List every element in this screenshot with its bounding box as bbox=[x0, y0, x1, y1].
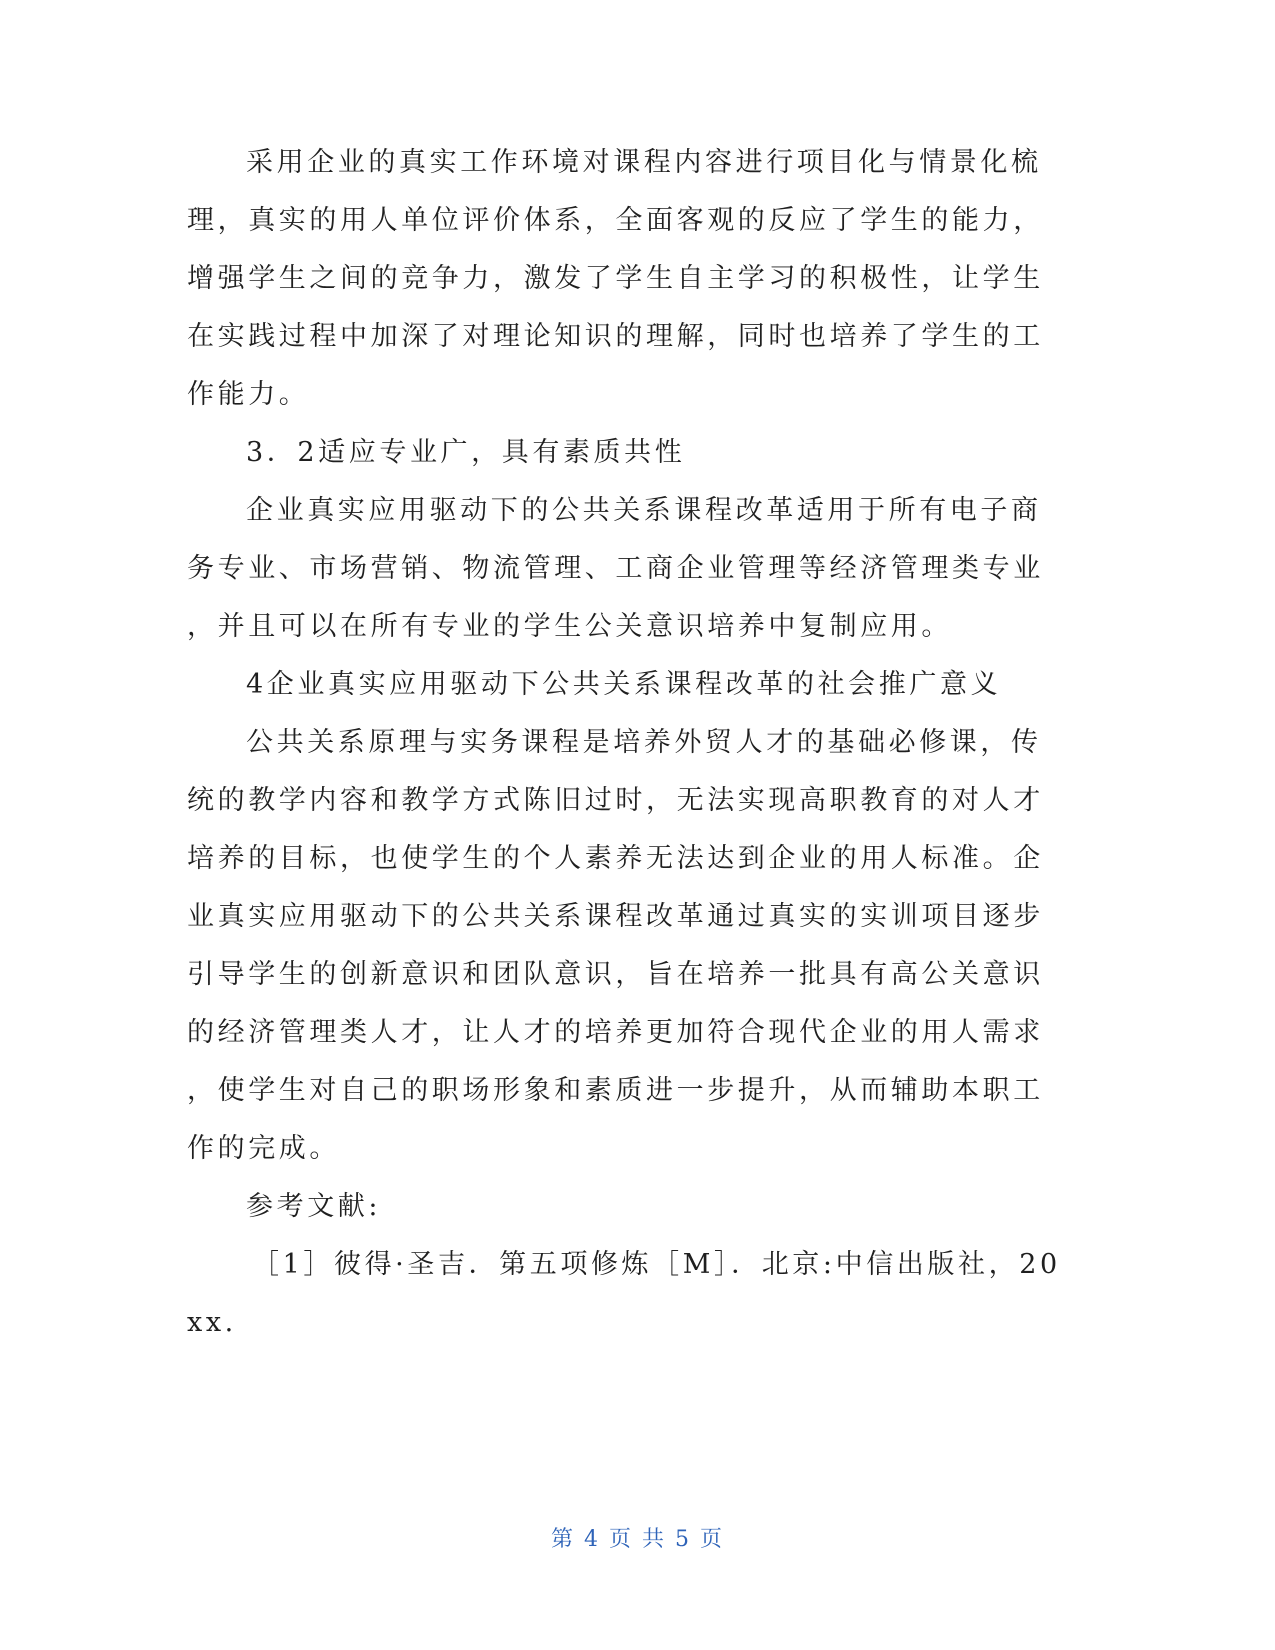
paragraph-line: 理，真实的用人单位评价体系，全面客观的反应了学生的能力， bbox=[187, 205, 1044, 236]
reference-item: ［1］彼得·圣吉．第五项修炼［M］．北京:中信出版社，20 bbox=[252, 1249, 1061, 1280]
reference-item-continued: xx. bbox=[187, 1307, 237, 1338]
paragraph-line: 企业真实应用驱动下的公共关系课程改革适用于所有电子商 bbox=[246, 495, 1042, 526]
section-heading-3-2: 3．2适应专业广，具有素质共性 bbox=[246, 437, 686, 468]
paragraph-line: 作能力。 bbox=[187, 379, 310, 410]
paragraph-line: 在实践过程中加深了对理论知识的理解，同时也培养了学生的工 bbox=[187, 321, 1044, 352]
paragraph-line: 培养的目标，也使学生的个人素养无法达到企业的用人标准。企 bbox=[187, 843, 1044, 874]
section-heading-4: 4企业真实应用驱动下公共关系课程改革的社会推广意义 bbox=[246, 669, 1002, 700]
page-number-footer: 第 4 页 共 5 页 bbox=[551, 1527, 724, 1552]
paragraph-line: ，使学生对自己的职场形象和素质进一步提升，从而辅助本职工 bbox=[187, 1075, 1044, 1106]
paragraph-line: 的经济管理类人才，让人才的培养更加符合现代企业的用人需求 bbox=[187, 1017, 1044, 1048]
paragraph-line: 采用企业的真实工作环境对课程内容进行项目化与情景化梳 bbox=[246, 147, 1042, 178]
paragraph-line: 引导学生的创新意识和团队意识，旨在培养一批具有高公关意识 bbox=[187, 959, 1044, 990]
paragraph-line: ，并且可以在所有专业的学生公关意识培养中复制应用。 bbox=[187, 611, 952, 642]
paragraph-line: 作的完成。 bbox=[187, 1133, 340, 1164]
paragraph-line: 务专业、市场营销、物流管理、工商企业管理等经济管理类专业 bbox=[187, 553, 1044, 584]
paragraph-line: 公共关系原理与实务课程是培养外贸人才的基础必修课，传 bbox=[246, 727, 1042, 758]
paragraph-line: 业真实应用驱动下的公共关系课程改革通过真实的实训项目逐步 bbox=[187, 901, 1044, 932]
paragraph-line: 统的教学内容和教学方式陈旧过时，无法实现高职教育的对人才 bbox=[187, 785, 1044, 816]
paragraph-line: 增强学生之间的竞争力，激发了学生自主学习的积极性，让学生 bbox=[187, 263, 1044, 294]
references-title: 参考文献: bbox=[246, 1191, 382, 1222]
